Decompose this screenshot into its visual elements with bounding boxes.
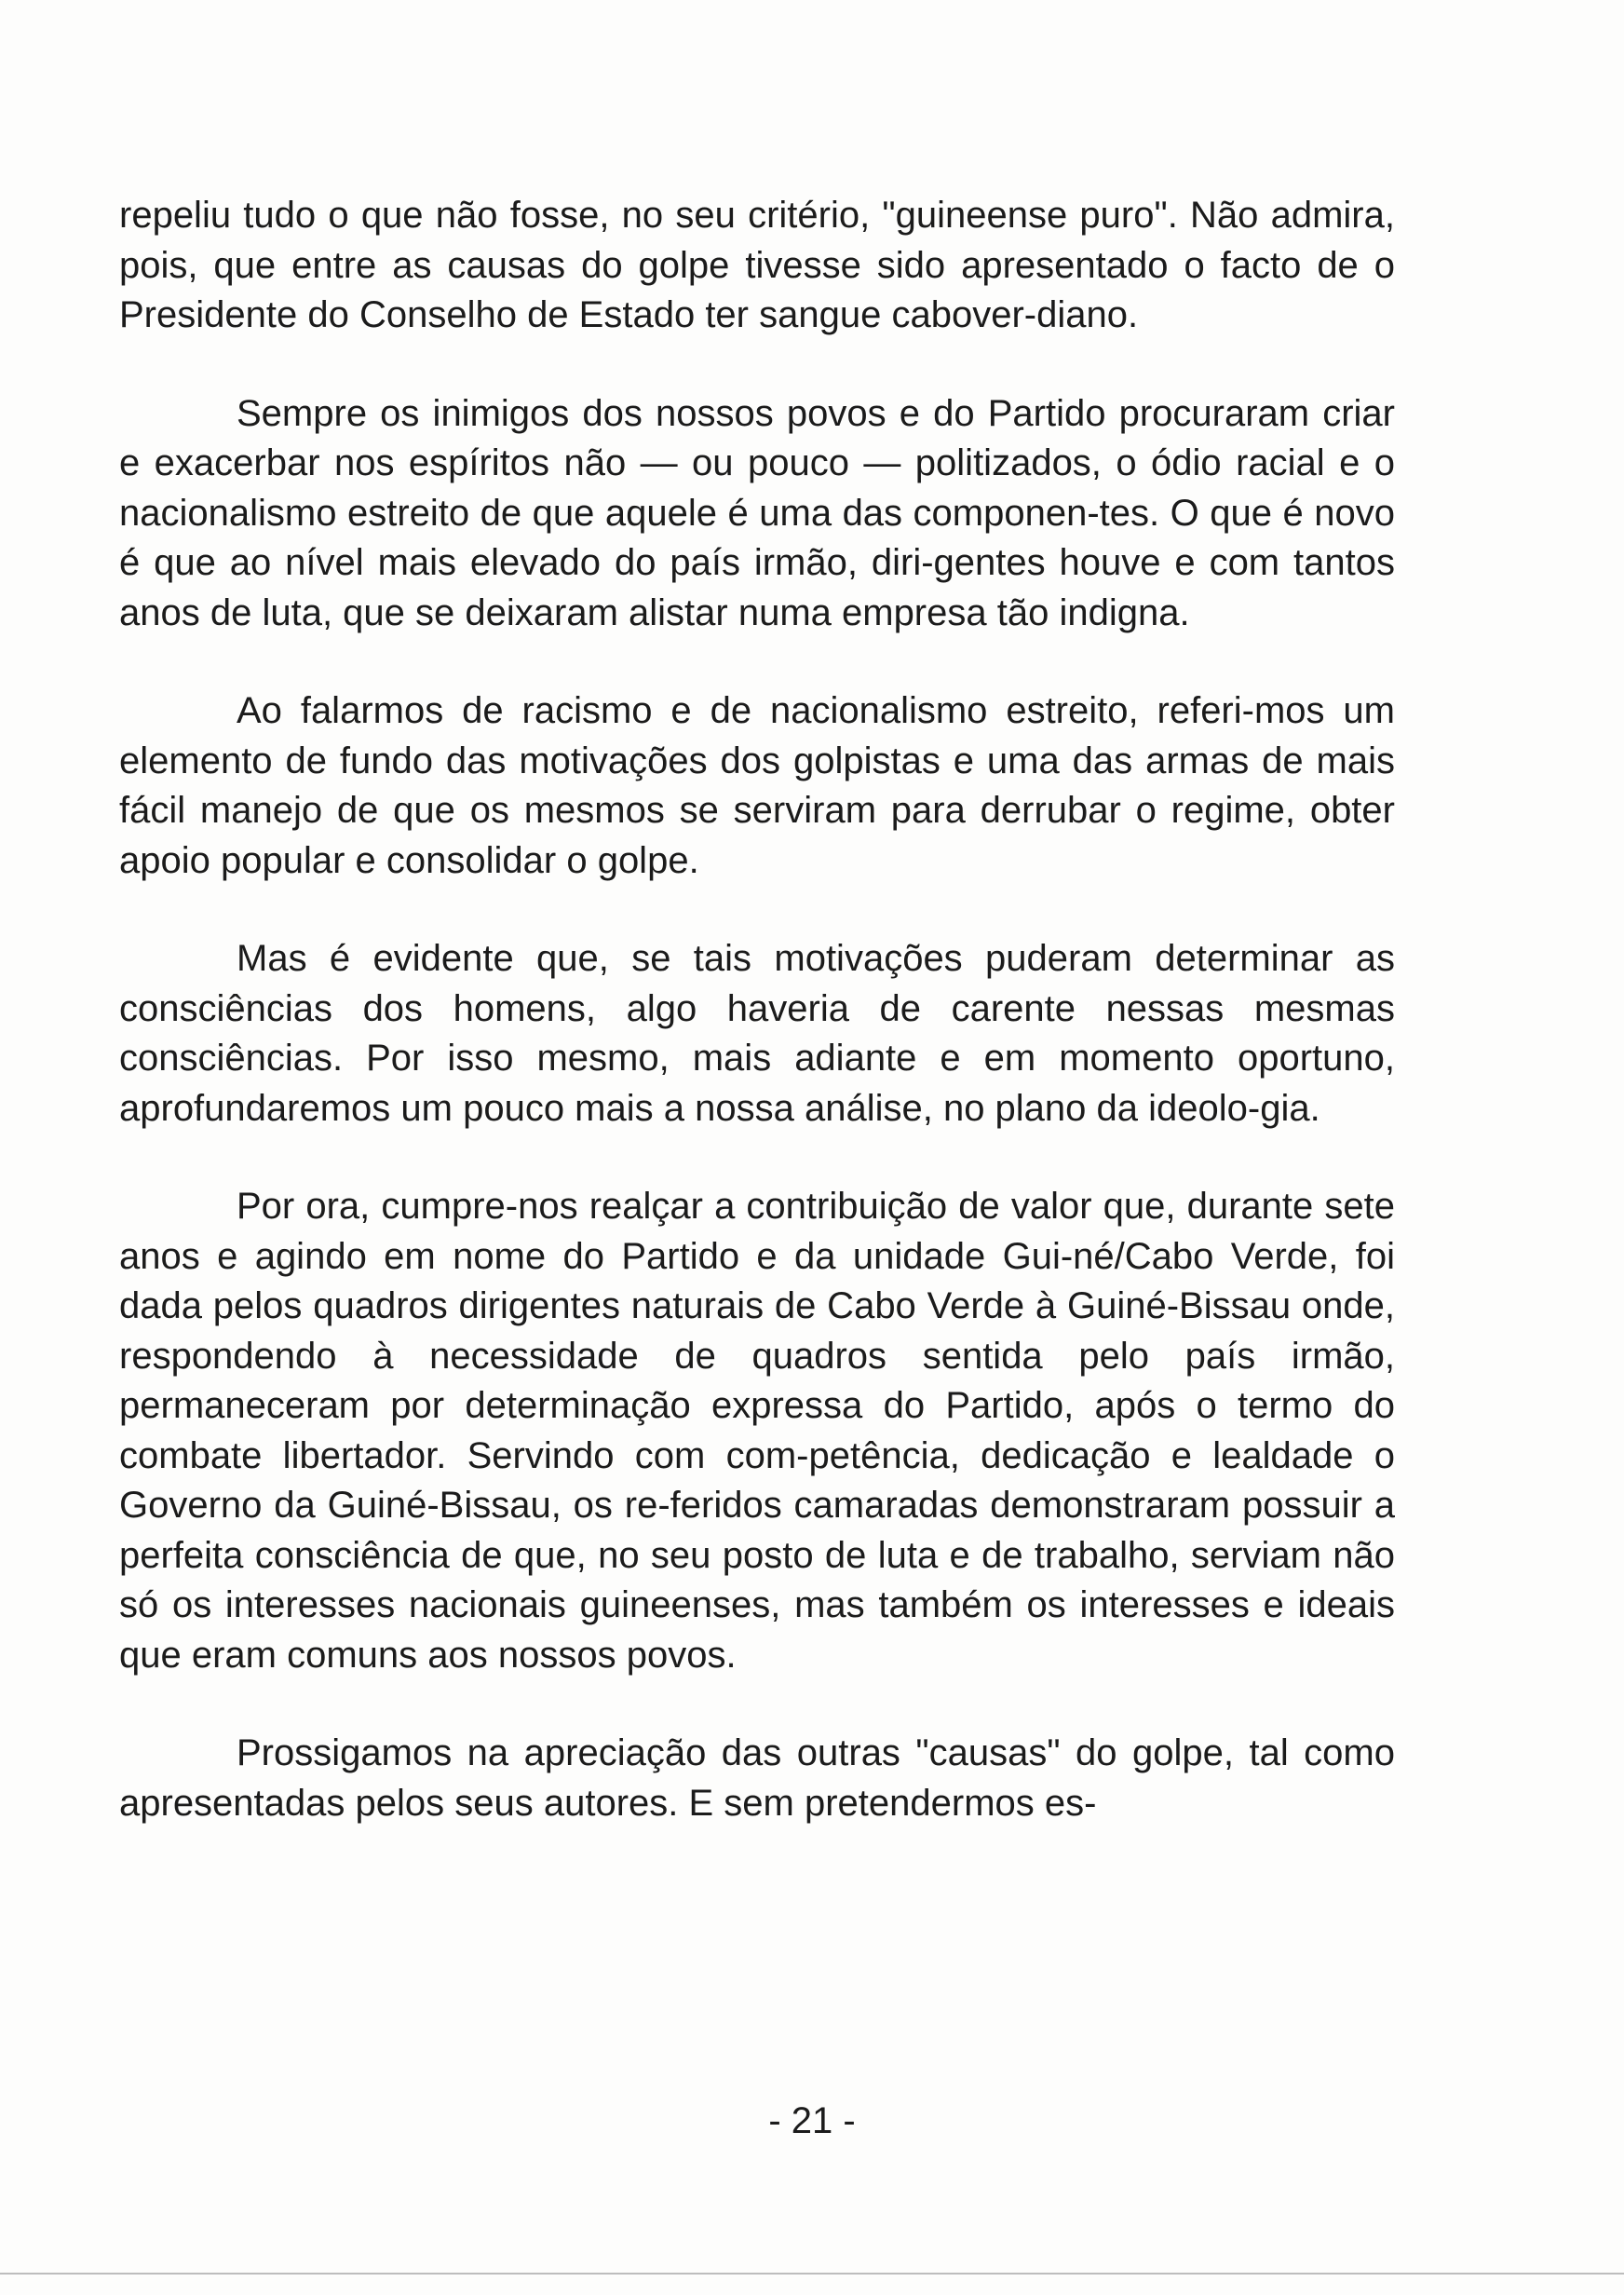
paragraph-4: Mas é evidente que, se tais motivações puderam determinar as consciências dos homens, algo haveria de carente nessas mesmas consciências. Por isso mesmo, mais adiante e em momento oportuno, aprofundaremos um pouco mais a nossa análise, no plano da ideolo-gia. xyxy=(119,938,1395,1129)
page-number: - 21 - xyxy=(768,2100,856,2141)
body-text xyxy=(119,191,1395,1877)
paragraph-2: Sempre os inimigos dos nossos povos e do Partido procuraram criar e exacerbar nos espíritos não — ou pouco — politizados, o ódio racial e o nacionalismo estreito de que aquele é uma das componen-tes. O que é novo é que ao nível mais elevado do país irmão, diri-gentes houve e com tantos anos de luta, que se deixaram alistar numa empresa tão indigna. xyxy=(119,392,1395,633)
paragraph-6: Prossigamos na apreciação das outras "causas" do golpe, tal como apresentadas pelos seus autores. E sem pretendermos es- xyxy=(119,1732,1395,1824)
paragraph-5: Por ora, cumpre-nos realçar a contribuição de valor que, durante sete anos e agindo em nome do Partido e da unidade Gui-né/Cabo Verde, foi dada pelos quadros dirigentes naturais de Cabo Verde à Guiné-Bissau onde, respondendo à necessidade de quadros sentida pelo país irmão, permaneceram por determinação expressa do Partido, após o termo do combate libertador. Servindo com com-petência, dedicação e lealdade o Governo da Guiné-Bissau, os re-feridos camaradas demonstraram possuir a perfeita consciência de que, no seu posto de luta e de trabalho, serviam não só os interesses nacionais guineenses, mas também os interesses e ideais que eram comuns aos nossos povos. xyxy=(119,1186,1395,1676)
paragraph-3: Ao falarmos de racismo e de nacionalismo estreito, referi-mos um elemento de fundo das motivações dos golpistas e uma das armas de mais fácil manejo de que os mesmos se serviram para derrubar o regime, obter apoio popular e consolidar o golpe. xyxy=(119,690,1395,881)
paragraph-1: repeliu tudo o que não fosse, no seu critério, "guineense puro". Não admira, pois, que entre as causas do golpe tivesse sido apresentado o facto de o Presidente do Conselho de Estado ter sangue cabover-diano. xyxy=(119,195,1395,335)
bottom-edge-rule xyxy=(0,2273,1624,2275)
